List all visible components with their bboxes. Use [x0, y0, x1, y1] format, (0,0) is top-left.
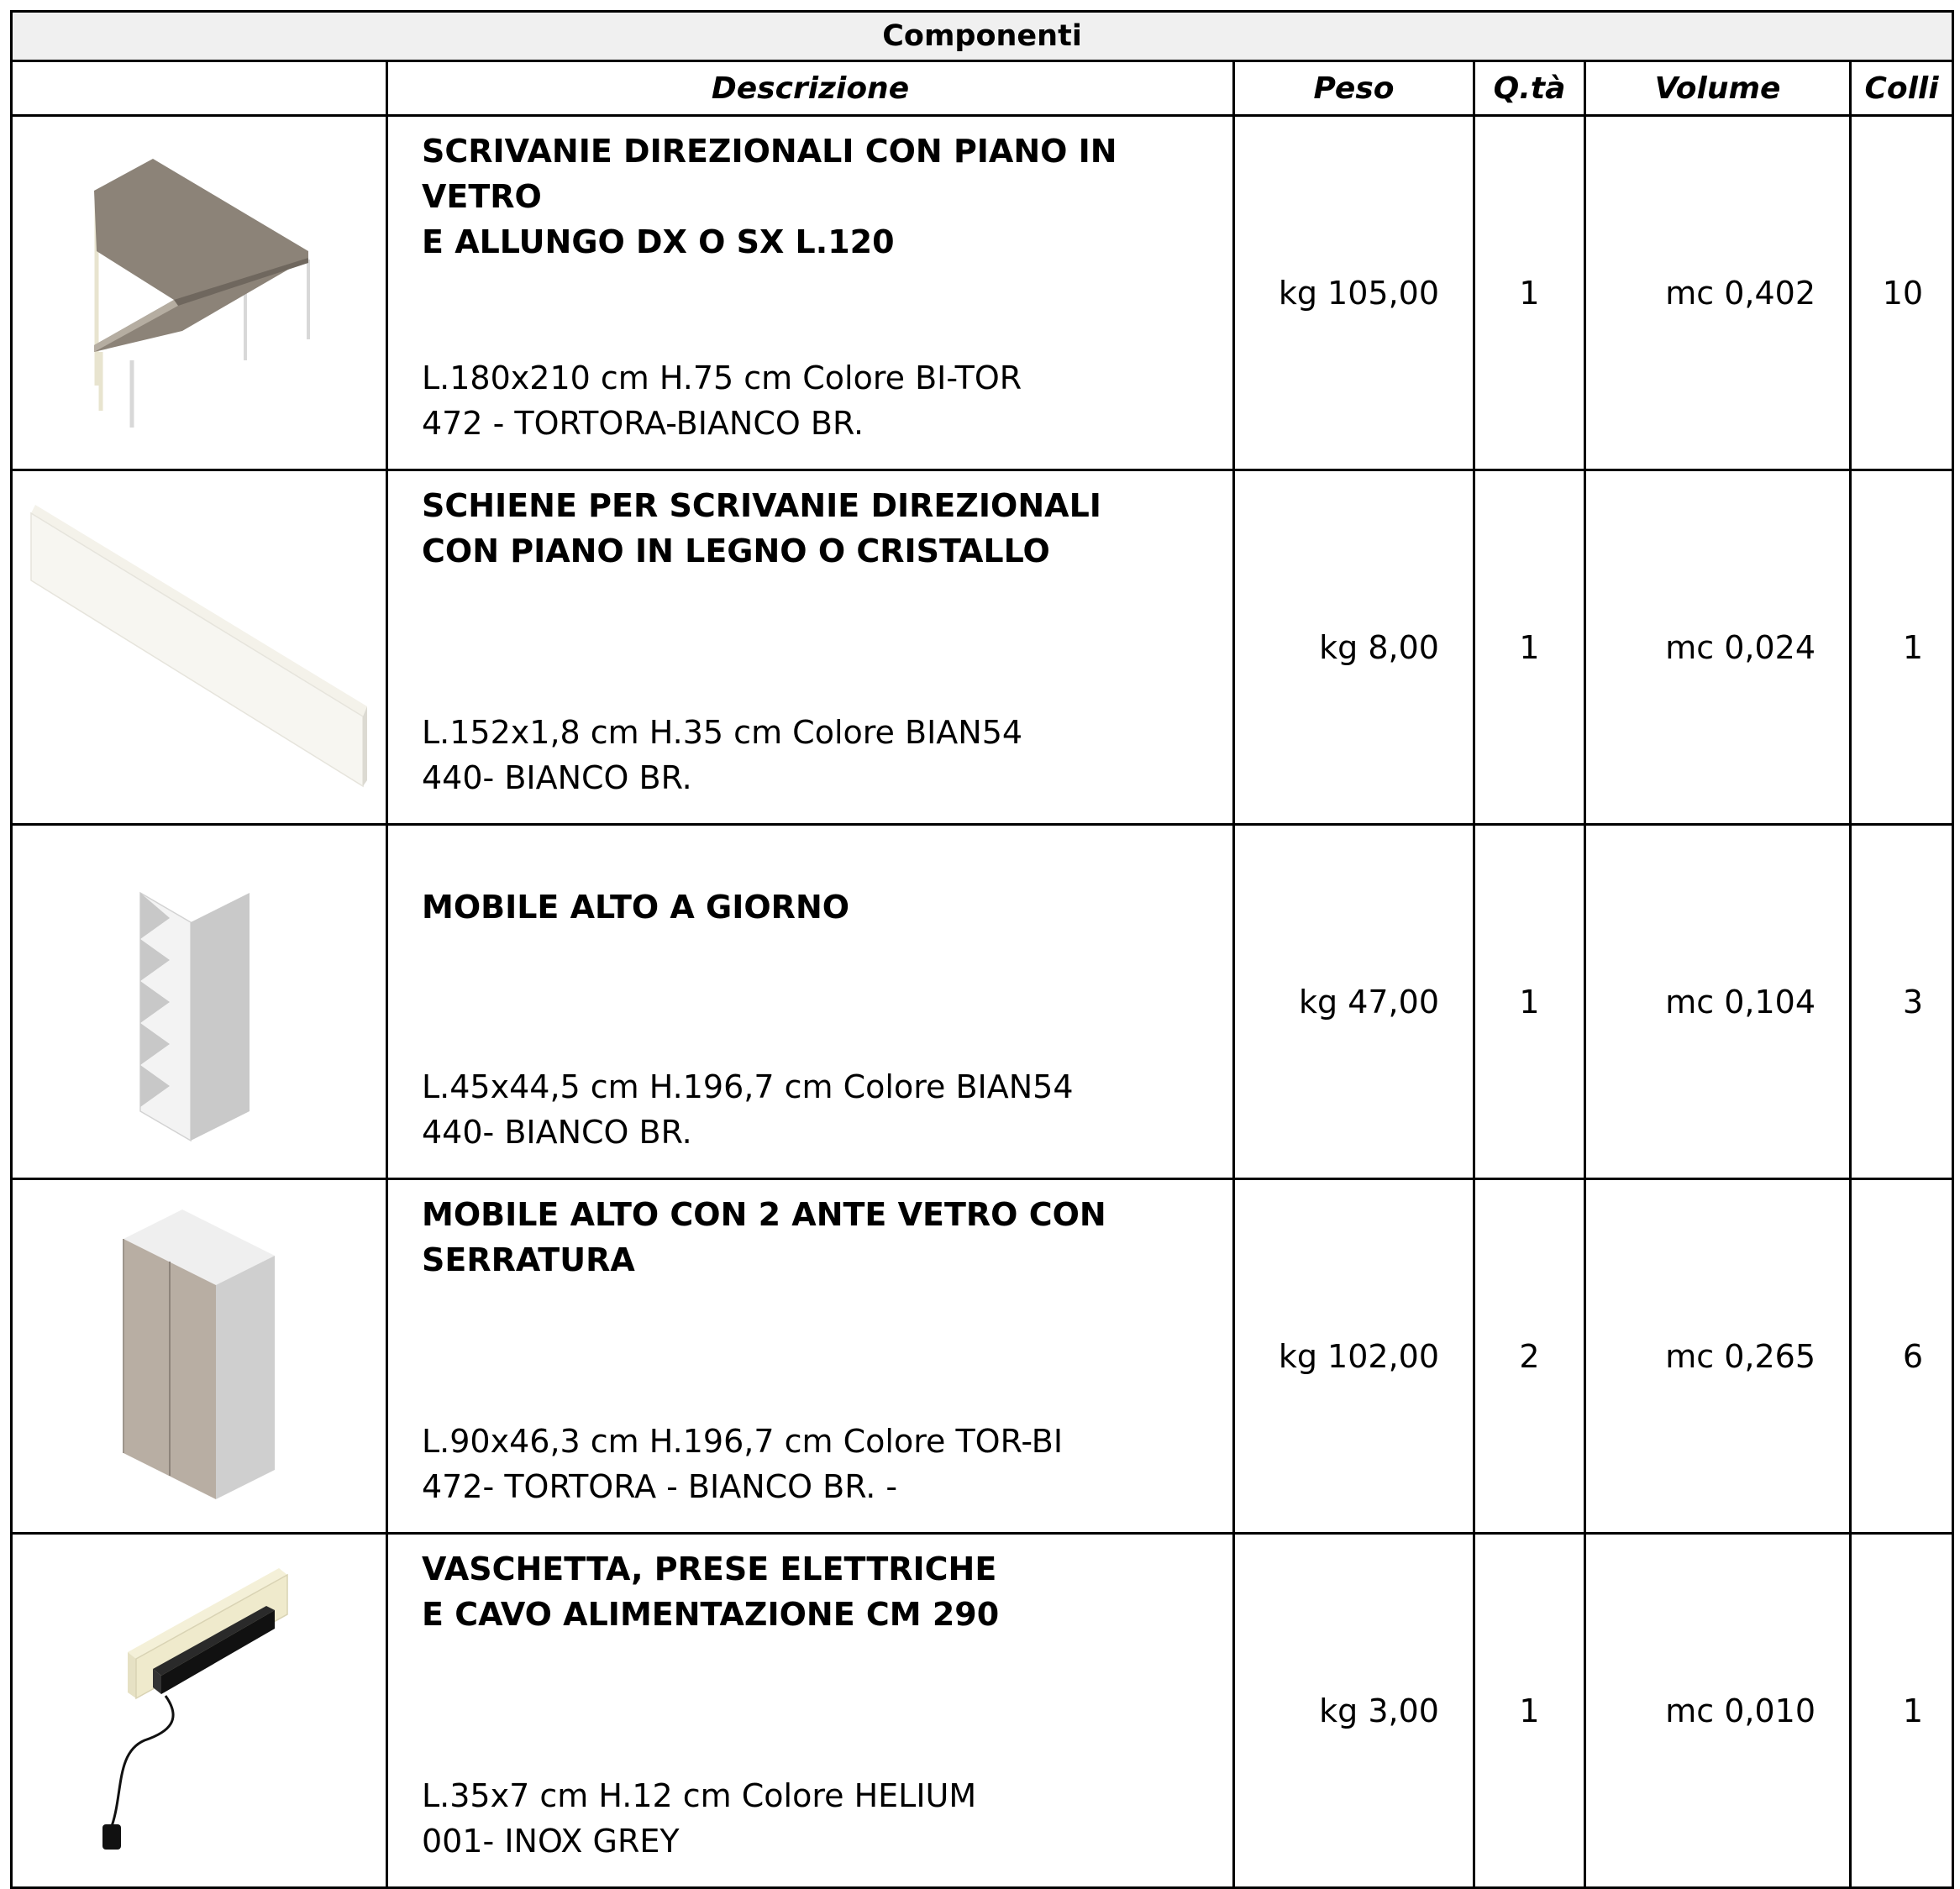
colli-cell: 10	[1851, 116, 1953, 470]
product-title: SCHIENE PER SCRIVANIE DIREZIONALI CON PIANO IN LEGNO O CRISTALLO	[422, 487, 1101, 569]
peso-cell: kg 102,00	[1234, 1179, 1474, 1534]
colli-cell: 6	[1851, 1179, 1953, 1534]
product-image-cell	[12, 470, 387, 825]
product-image-cell	[12, 825, 387, 1179]
colli-cell: 1	[1851, 1534, 1953, 1888]
header-row	[12, 61, 1953, 116]
qta-cell: 1	[1474, 825, 1585, 1179]
table-row	[12, 1179, 1953, 1534]
table-row	[12, 1534, 1953, 1888]
description-cell	[387, 1179, 1234, 1534]
product-dimensions: L.90x46,3 cm H.196,7 cm Colore TOR-BI 472- TORTORA - BIANCO BR. -	[422, 1423, 1064, 1505]
description-cell	[387, 1534, 1234, 1888]
header-descrizione: Descrizione	[387, 61, 1234, 116]
qta-cell: 2	[1474, 1179, 1585, 1534]
table-row	[12, 825, 1953, 1179]
header-colli: Colli	[1851, 61, 1953, 116]
two-door-cabinet-icon	[115, 1205, 283, 1508]
product-title: SCRIVANIE DIREZIONALI CON PIANO IN VETRO E ALLUNGO DX O SX L.120	[422, 133, 1117, 260]
product-dimensions: L.152x1,8 cm H.35 cm Colore BIAN54 440- BIANCO BR.	[422, 714, 1023, 796]
header-peso: Peso	[1234, 61, 1474, 116]
qta-cell: 1	[1474, 1534, 1585, 1888]
qta-cell: 1	[1474, 470, 1585, 825]
volume-cell: mc 0,402	[1585, 116, 1851, 470]
product-image-cell	[12, 1179, 387, 1534]
modesty-panel-icon	[23, 496, 376, 799]
colli-cell: 1	[1851, 470, 1953, 825]
table-title: Componenti	[12, 12, 1953, 61]
header-qta: Q.tà	[1474, 61, 1585, 116]
product-image-cell	[12, 1534, 387, 1888]
description-cell	[387, 116, 1234, 470]
product-title: MOBILE ALTO A GIORNO	[422, 889, 850, 926]
description-cell	[387, 470, 1234, 825]
volume-cell: mc 0,104	[1585, 825, 1851, 1179]
volume-cell: mc 0,010	[1585, 1534, 1851, 1888]
description-cell	[387, 825, 1234, 1179]
header-image	[12, 61, 387, 116]
volume-cell: mc 0,265	[1585, 1179, 1851, 1534]
peso-cell: kg 3,00	[1234, 1534, 1474, 1888]
product-title: VASCHETTA, PRESE ELETTRICHE E CAVO ALIMENTAZIONE CM 290	[422, 1551, 1000, 1633]
product-dimensions: L.45x44,5 cm H.196,7 cm Colore BIAN54 440- BIANCO BR.	[422, 1068, 1074, 1151]
peso-cell: kg 47,00	[1234, 825, 1474, 1179]
product-dimensions: L.35x7 cm H.12 cm Colore HELIUM 001- INOX GREY	[422, 1777, 977, 1860]
table-row	[12, 470, 1953, 825]
product-image-cell	[12, 116, 387, 470]
open-bookcase-icon	[132, 859, 266, 1145]
peso-cell: kg 105,00	[1234, 116, 1474, 470]
qta-cell: 1	[1474, 116, 1585, 470]
table-row	[12, 116, 1953, 470]
header-volume: Volume	[1585, 61, 1851, 116]
components-table	[10, 10, 1954, 1889]
product-title: MOBILE ALTO CON 2 ANTE VETRO CON SERRATURA	[422, 1196, 1106, 1278]
colli-cell: 3	[1851, 825, 1953, 1179]
volume-cell: mc 0,024	[1585, 470, 1851, 825]
table-title-row	[12, 12, 1953, 61]
peso-cell: kg 8,00	[1234, 470, 1474, 825]
power-strip-tray-icon	[77, 1551, 321, 1871]
l-shaped-desk-icon	[73, 150, 325, 436]
product-dimensions: L.180x210 cm H.75 cm Colore BI-TOR 472 - TORTORA-BIANCO BR.	[422, 359, 1022, 442]
